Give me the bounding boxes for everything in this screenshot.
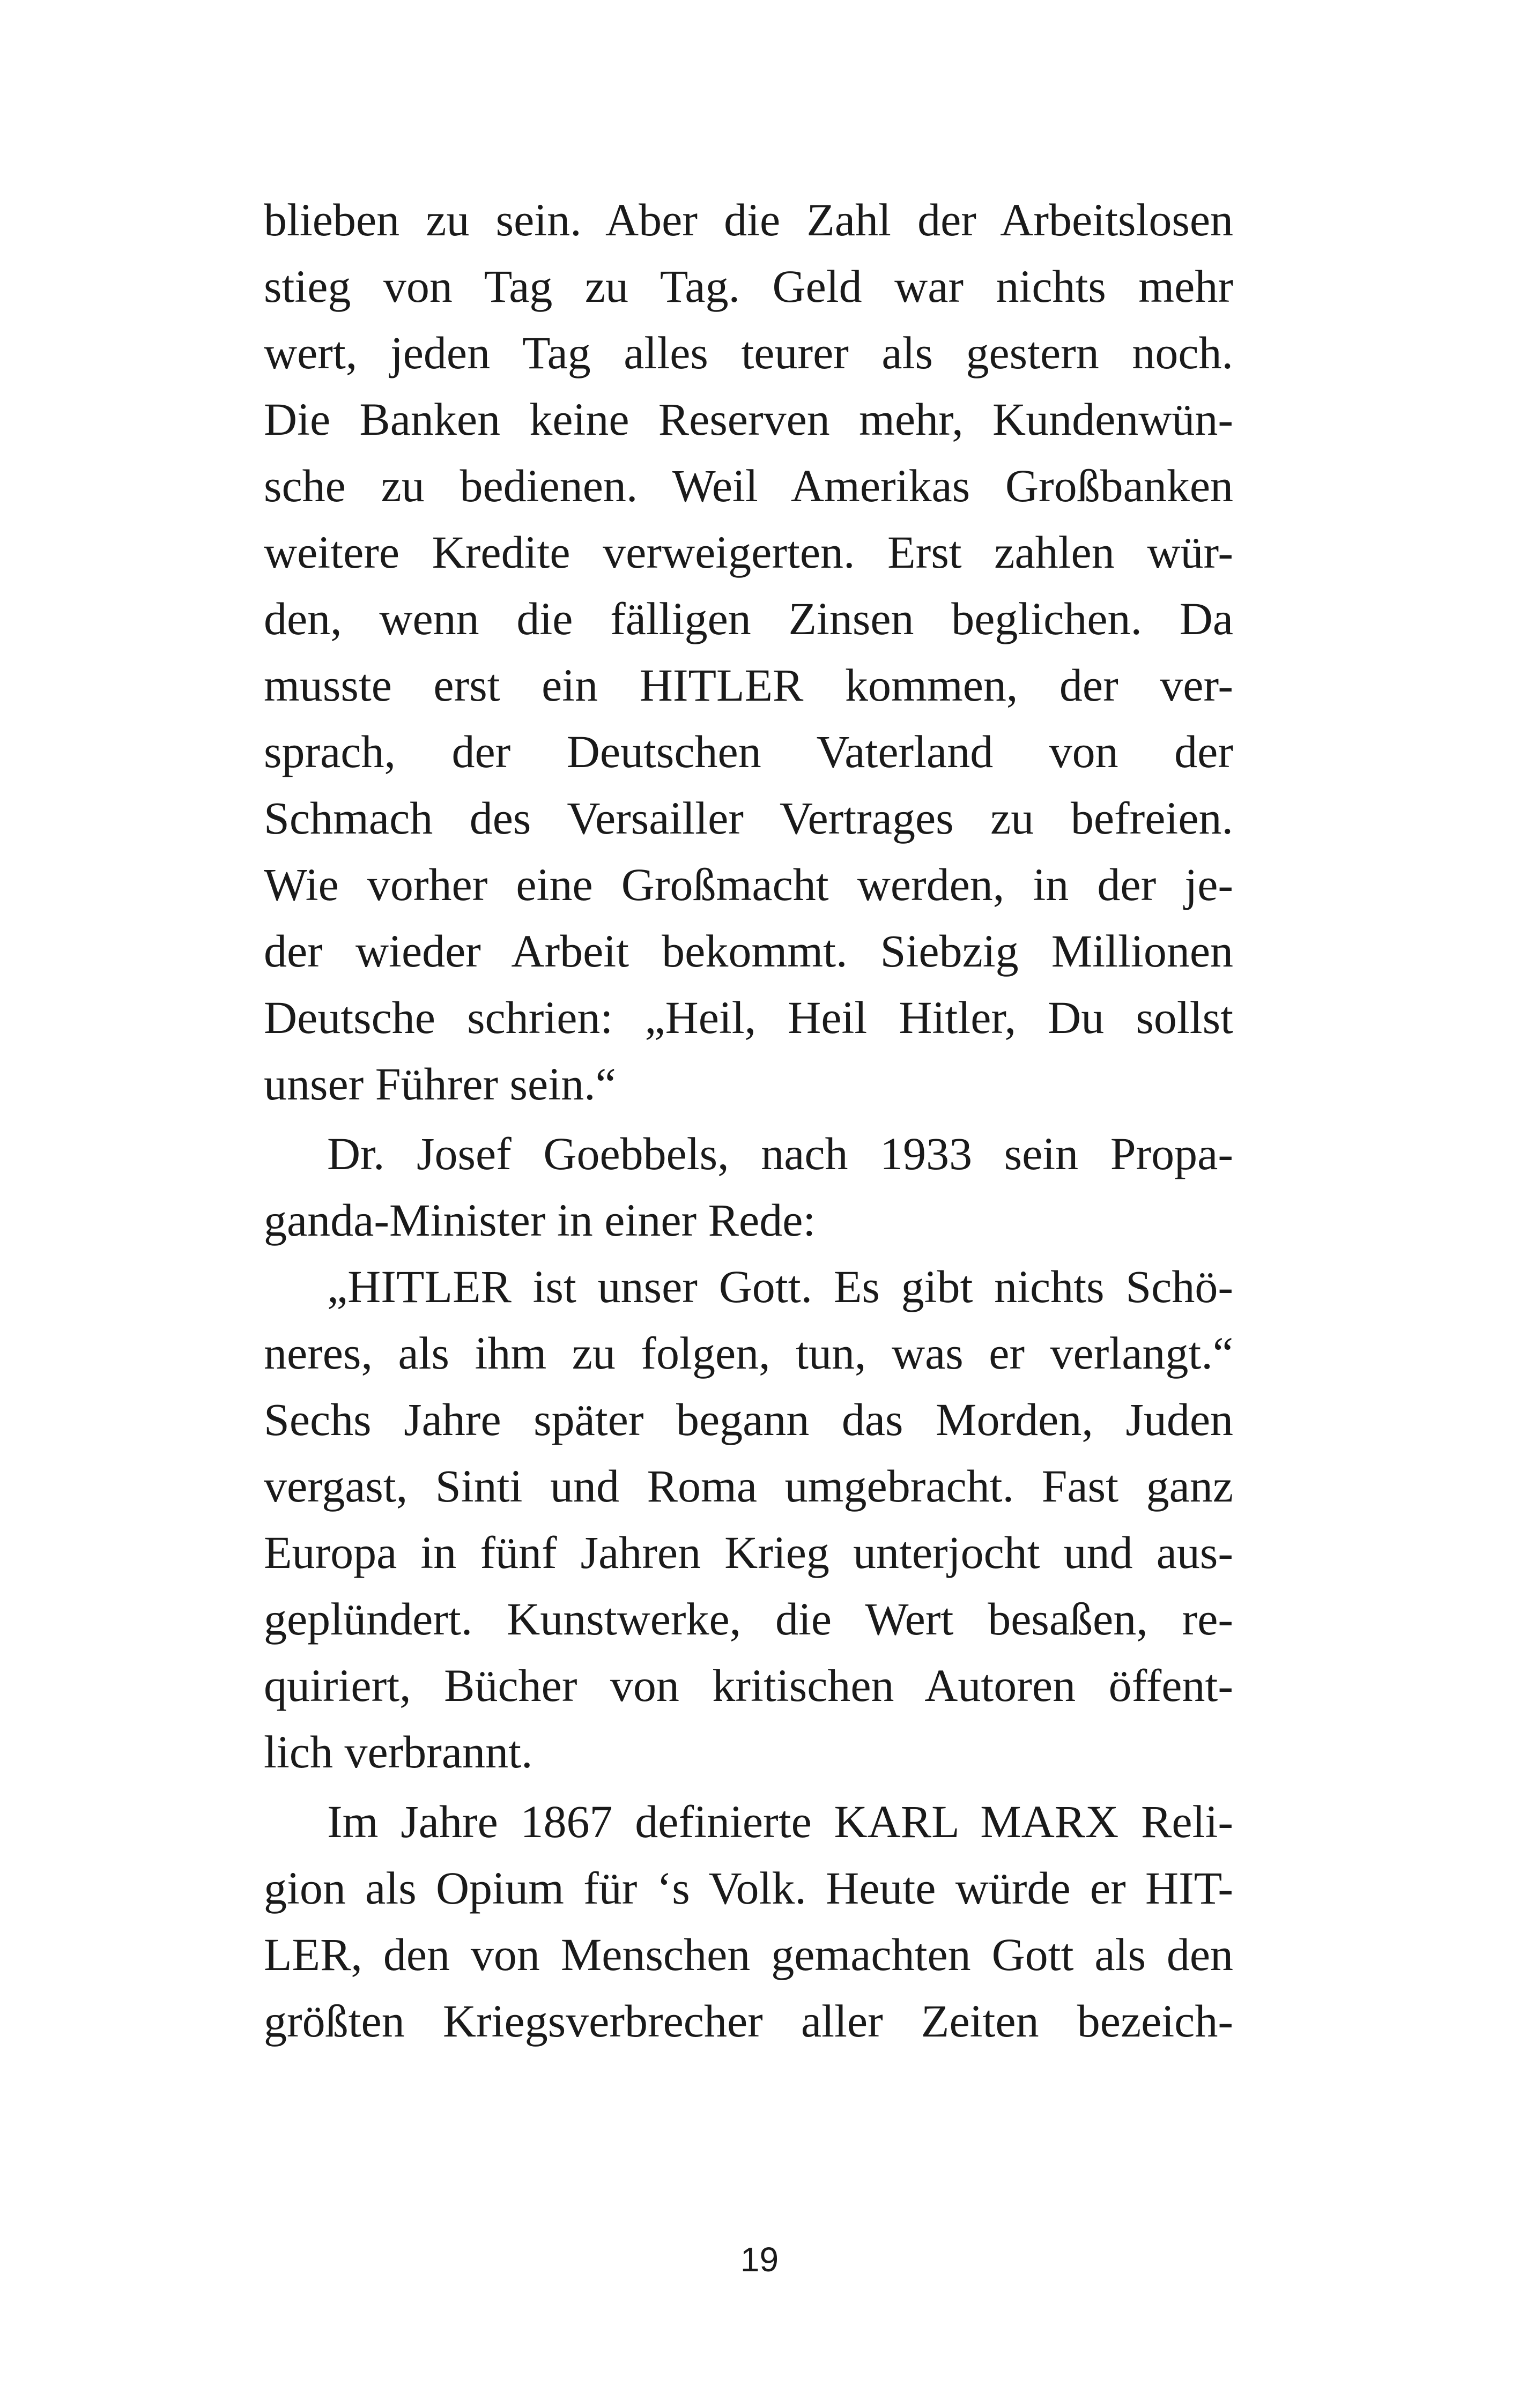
text-line: gion als Opium für ‘s Volk. Heute würde er HIT- (264, 1862, 1233, 1914)
text-line: Dr. Josef Goebbels, nach 1933 sein Propa- (327, 1128, 1233, 1179)
text-line: sche zu bedienen. Weil Amerikas Großbanken (264, 460, 1233, 511)
text-line: Sechs Jahre später begann das Morden, Juden (264, 1394, 1233, 1445)
text-line: den, wenn die fälligen Zinsen beglichen. Da (264, 593, 1233, 644)
page-number: 19 (740, 2240, 779, 2279)
text-line: Schmach des Versailler Vertrages zu befreien. (264, 792, 1233, 844)
text-line: Im Jahre 1867 definierte KARL MARX Reli- (327, 1796, 1233, 1847)
text-line: Europa in fünf Jahren Krieg unterjocht und aus- (264, 1527, 1233, 1578)
text-line: weitere Kredite verweigerten. Erst zahlen wür- (264, 526, 1233, 578)
text-line: geplündert. Kunstwerke, die Wert besaßen, re- (264, 1593, 1233, 1645)
text-line: quiriert, Bücher von kritischen Autoren öffent- (264, 1660, 1233, 1711)
text-line: stieg von Tag zu Tag. Geld war nichts mehr (264, 261, 1233, 312)
text-line: „HITLER ist unser Gott. Es gibt nichts Schö- (327, 1261, 1233, 1312)
text-line: lich verbrannt. (264, 1726, 533, 1778)
text-line: größten Kriegsverbrecher aller Zeiten bezeich- (264, 1995, 1233, 2047)
text-line: musste erst ein HITLER kommen, der ver- (264, 659, 1233, 711)
text-line: unser Führer sein.“ (264, 1058, 616, 1110)
body-text (264, 187, 1233, 2054)
text-line: ganda-Minister in einer Rede: (264, 1194, 816, 1246)
text-line: Wie vorher eine Großmacht werden, in der je- (264, 859, 1233, 910)
text-line: wert, jeden Tag alles teurer als gestern noch. (264, 327, 1233, 378)
text-line: blieben zu sein. Aber die Zahl der Arbeitslosen (264, 194, 1233, 246)
text-line: vergast, Sinti und Roma umgebracht. Fast ganz (264, 1460, 1233, 1512)
text-line: sprach, der Deutschen Vaterland von der (264, 726, 1233, 777)
text-line: der wieder Arbeit bekommt. Siebzig Millionen (264, 925, 1233, 977)
text-line: Die Banken keine Reserven mehr, Kundenwün- (264, 393, 1233, 445)
text-line: neres, als ihm zu folgen, tun, was er verlangt.“ (264, 1327, 1233, 1379)
text-line: LER, den von Menschen gemachten Gott als den (264, 1929, 1233, 1980)
text-line: Deutsche schrien: „Heil, Heil Hitler, Du sollst (264, 992, 1233, 1043)
